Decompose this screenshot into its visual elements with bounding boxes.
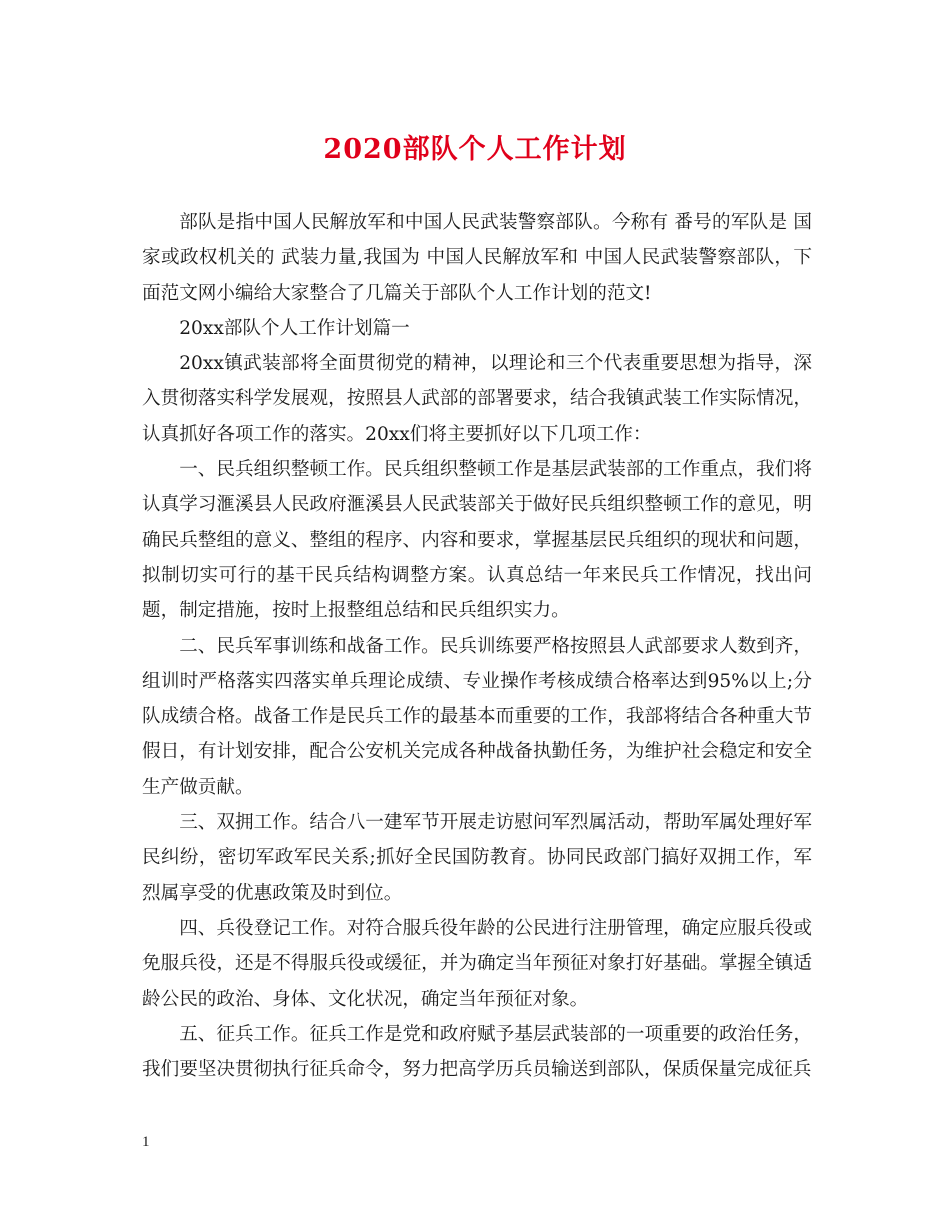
- paragraph-item-1: 一、民兵组织整顿工作。民兵组织整顿工作是基层武装部的工作重点，我们将认真学习滙溪县人民政府滙溪县人民武装部关于做好民兵组织整顿工作的意见，明确民兵整组的意义、整组的程序、内容和要求，掌握基层民兵组织的现状和问题，拟制切实可行的基干民兵结构调整方案。认真总结一年来民兵工作情况，找出问题，制定措施，按时上报整组总结和民兵组织实力。: [142, 459, 812, 622]
- paragraph-item-5: 五、征兵工作。征兵工作是党和政府赋予基层武装部的一项重要的政治任务，我们要坚决贯彻执行征兵命令，努力把高学历兵员输送到部队，保质保量完成征兵: [142, 1023, 812, 1081]
- page-number: 1: [142, 1134, 150, 1150]
- document-body: [142, 205, 812, 1087]
- paragraph-overview: 20xx镇武装部将全面贯彻党的精神，以理论和三个代表重要思想为指导，深入贯彻落实科学发展观，按照县人武部的部署要求，结合我镇武装工作实际情况，认真抓好各项工作的落实。20xx们将主要抓好以下几项工作：: [142, 353, 812, 445]
- document-title: 2020部队个人工作计划: [323, 134, 627, 165]
- paragraph-intro: 部队是指中国人民解放军和中国人民武装警察部队。今称有 番号的军队是 国家或政权机关的 武装力量,我国为 中国人民解放军和 中国人民武装警察部队，下面范文网小编给大家整合了几篇关于部队个人工作计划的范文!: [142, 212, 812, 304]
- section-heading: 20xx部队个人工作计划篇一: [179, 317, 410, 339]
- paragraph-item-3: 三、双拥工作。结合八一建军节开展走访慰问军烈属活动，帮助军属处理好军民纠纷，密切军政军民关系;抓好全民国防教育。协同民政部门搞好双拥工作，军烈属享受的优惠政策及时到位。: [142, 812, 812, 904]
- paragraph-item-4: 四、兵役登记工作。对符合服兵役年龄的公民进行注册管理，确定应服兵役或免服兵役，还是不得服兵役或缓征，并为确定当年预征对象打好基础。掌握全镇适龄公民的政治、身体、文化状况，确定当年预征对象。: [142, 917, 812, 1010]
- paragraph-item-2: 二、民兵军事训练和战备工作。民兵训练要严格按照县人武部要求人数到齐，组训时严格落实四落实单兵理论成绩、专业操作考核成绩合格率达到95%以上;分队成绩合格。战备工作是民兵工作的最基本而重要的工作，我部将结合各种重大节假日，有计划安排，配合公安机关完成各种战备执勤任务，为维护社会稳定和安全生产做贡献。: [142, 635, 812, 798]
